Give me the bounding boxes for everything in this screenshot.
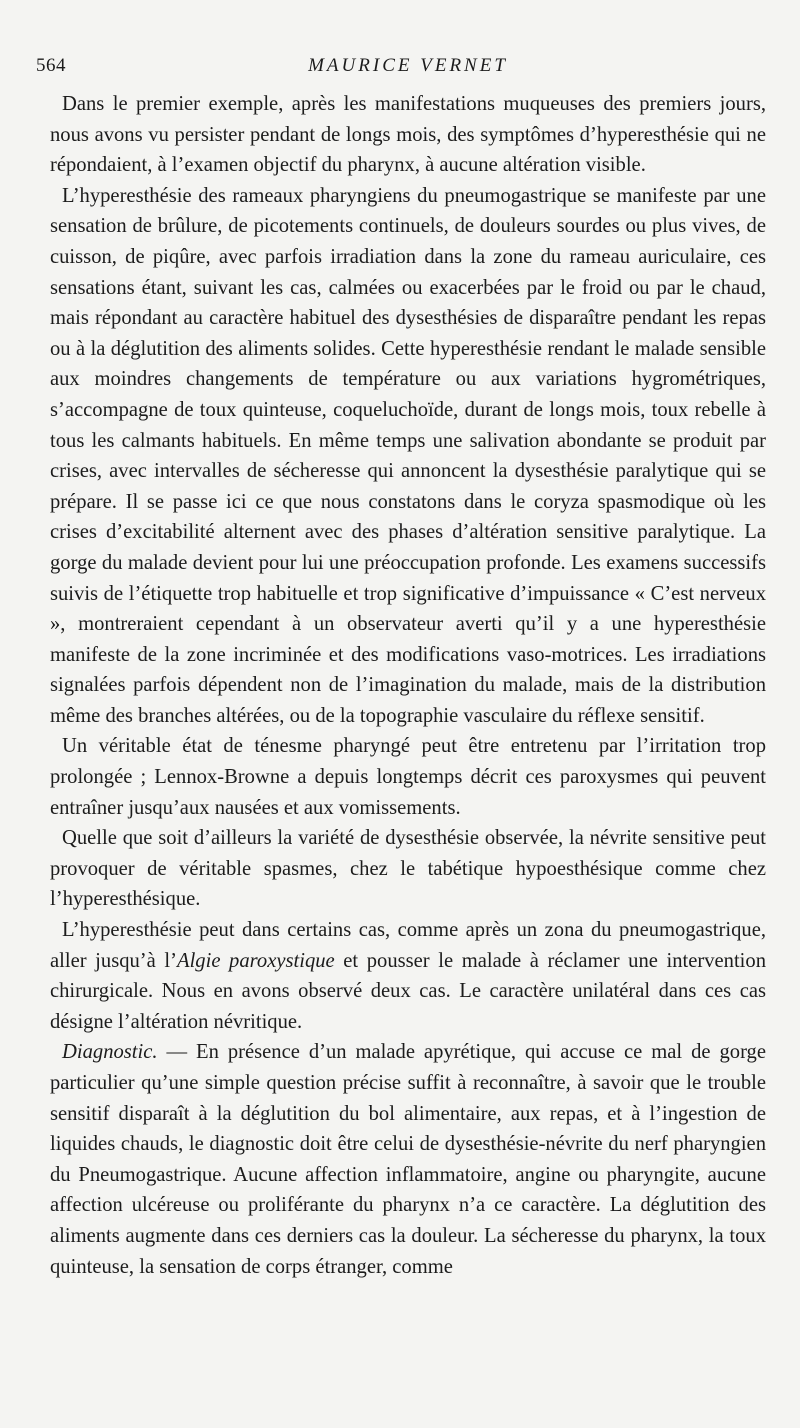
paragraph-3 (50, 731, 766, 823)
diagnostic-text: — En présence d’un malade apyrétique, qui accuse ce mal de gorge particulier qu’une simple question précise suffit à reconnaître, à savoir que le trouble sensitif disparaît à la déglutition du bol alimentaire, aux repas, et à l’ingestion de liquides chauds, le diagnostic doit être celui de dysesthésie-névrite du nerf pharyngien du Pneumogastrique. Aucune affection inflammatoire, angine ou pharyngite, aucune affection ulcéreuse ou proliférante du pharynx n’a ce caractère. La déglutition des aliments augmente dans ces derniers cas la douleur. La sécheresse du pharynx, la toux quinteuse, la sensation de corps étranger, comme (50, 1041, 766, 1278)
paragraph-diagnostic (50, 1037, 766, 1282)
paragraph-4 (50, 823, 766, 915)
page-number: 564 (36, 55, 66, 76)
paragraph-5-text-before: L’hyperesthésie peut dans certains cas, comme après un zona du pneumogastrique, aller jusqu’à l’ (50, 919, 766, 972)
paragraph-5-emphasis: Algie paroxystique (177, 949, 335, 972)
paragraph-5 (50, 915, 766, 1037)
paragraph-1 (50, 89, 766, 181)
paragraph-2-text: L’hyperesthésie des rameaux pharyngiens du pneumogastrique se manifeste par une sensation de brûlure, de picotements continuels, de douleurs sourdes ou plus vives, de cuisson, de piqûre, avec parfois irradiation dans la zone du rameau auriculaire, ces sensations étant, suivant les cas, calmées ou exacerbées par le froid ou par le chaud, mais répondant au caractère habituel des dysesthésies de disparaître pendant les repas ou à la déglutition des aliments solides. Cette hyperesthésie rendant le malade sensible aux moindres changements de température ou aux variations hygrométriques, s’accompagne de toux quinteuse, coqueluchoïde, durant de longs mois, toux rebelle à tous les calmants habituels. En même temps une salivation abondante se produit par crises, avec intervalles de sécheresse qui annoncent la dysesthésie paralytique qui se prépare. Il se passe ici ce que nous constatons dans le coryza spasmodique où les crises d’excitabilité alternent avec des phases d’altération sensitive paralytique. La gorge du malade devient pour lui une préoccupation profonde. Les examens successifs suivis de l’étiquette trop habituelle et trop significative d’impuissance « C’est nerveux », montreraient cependant à un observateur averti qu’il y a une hyperesthésie manifeste de la zone incriminée et des modifications vaso-motrices. Les irradiations signalées parfois dépendent non de l’imagination du malade, mais de la distribution même des branches altérées, ou de la topographie vasculaire du réflexe sensitif. (50, 184, 766, 727)
page-header (36, 55, 766, 89)
paragraph-5-text-after: et pousser le malade à réclamer une intervention chirurgicale. Nous en avons observé deux cas. Le caractère unilatéral dans ces cas désigne l’altération névritique. (50, 949, 766, 1033)
running-head: MAURICE VERNET (308, 55, 508, 76)
paragraph-2 (50, 181, 766, 732)
diagnostic-heading: Diagnostic. (62, 1041, 158, 1064)
paragraph-1-text: Dans le premier exemple, après les manifestations muqueuses des premiers jours, nous avons vu persister pendant de longs mois, des symptômes d’hyperesthésie qui ne répondaient, à l’examen objectif du pharynx, à aucune altération visible. (50, 93, 766, 177)
book-page (36, 55, 766, 1282)
paragraph-3-text: Un véritable état de ténesme pharyngé peut être entretenu par l’irritation trop prolongée ; Lennox-Browne a depuis longtemps décrit ces paroxysmes qui peuvent entraîner jusqu’aux nausées et aux vomissements. (50, 735, 766, 819)
paragraph-4-text: Quelle que soit d’ailleurs la variété de dysesthésie observée, la névrite sensitive peut provoquer de véritable spasmes, chez le tabétique hypoesthésique comme chez l’hyperesthésique. (50, 827, 766, 911)
